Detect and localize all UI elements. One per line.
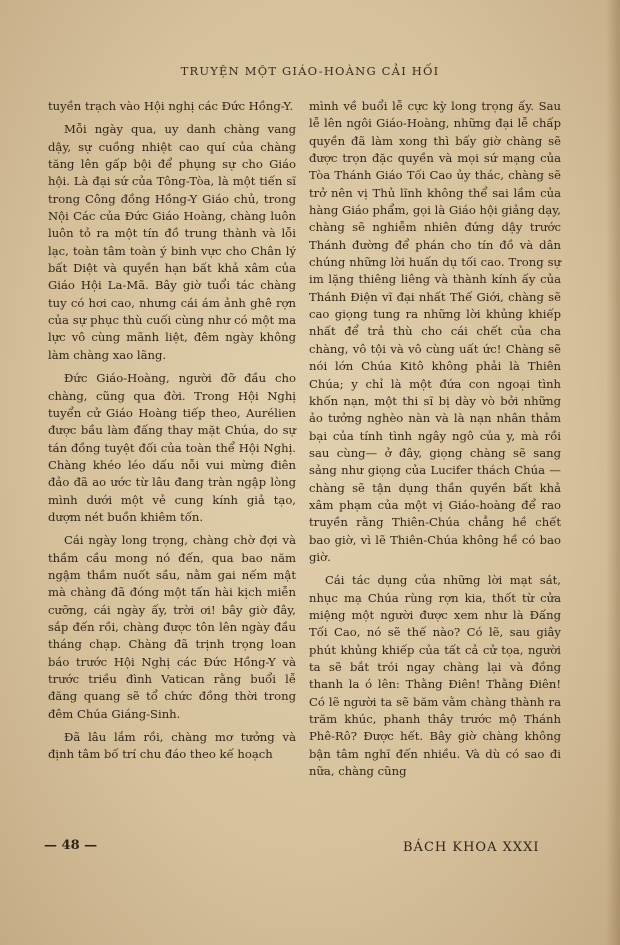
journal-name: BÁCH KHOA XXXI	[403, 840, 540, 855]
right-column	[309, 98, 561, 780]
left-paragraph-2: Mỗi ngày qua, uy danh chàng vang dậy, sự cuồng nhiệt cao quí của chàng tăng lên gấp bội để phụng sự cho Giáo hội. Là đại sứ của Tông-Tòa, là một tiến sĩ trong Công đồng Hồng-Y Giáo chủ, trong Nội Các của Đức Giáo Hoàng, chàng luôn luôn tỏ ra một tín đồ trung thành và lỗi lạc, toàn tâm toàn ý binh vực cho Chân lý bất Diệt và quyền hạn bất khả xâm của Giáo Hội La-Mã. Bây giờ tuổi tác chàng tuy có hơi cao, nhưng cái ám ảnh ghê rợn của sự phục thù cuối cùng như có một ma lực vô cùng mãnh liệt, đêm ngày không làm chàng xao lãng.	[48, 122, 296, 362]
right-paragraph-2: Cái tác dụng của những lời mạt sát, nhục mạ Chúa rùng rợn kia, thốt từ cửa miệng một người được xem như là Đấng Tối Cao, nó sẽ thế nào? Có lẽ, sau giây phút khủng khiếp của tất cả cử tọa, người ta sẽ bắt trói ngay chàng lại và đồng thanh la ó lên: Thằng Điên! Thằng Điên! Có lẽ người ta sẽ băm vằm chàng thành ra trăm khúc, phanh thây trước mộ Thánh Phê-Rô? Được hết. Bây giờ chàng không bận tâm nghĩ đến nhiều. Và dù có sao đi nữa, chàng cũng	[309, 573, 561, 779]
page-edge-shadow	[606, 0, 620, 945]
left-paragraph-5: Đã lâu lắm rồi, chàng mơ tưởng và định tâm bố trí chu đáo theo kế hoạch	[48, 730, 296, 762]
page-number: — 48 —	[44, 838, 98, 853]
running-title: TRUYỆN MỘT GIÁO-HOÀNG CẢI HỐI	[180, 64, 440, 78]
left-paragraph-1: tuyền trạch vào Hội nghị các Đức Hồng-Y.	[48, 99, 294, 113]
right-paragraph-1: mình về buổi lễ cực kỳ long trọng ấy. Sau lễ lên ngôi Giáo-Hoàng, những đại lễ chấp quyền đã làm xong thì bấy giờ chàng sẽ được trọn đặc quyền và mọi sứ mạng của Tòa Thánh Giáo Tối Cao ủy thác, chàng sẽ trở nên vị Thủ lĩnh không thể sai lầm của hàng Giáo phẩm, gọi là Giáo hội giảng dạy, chàng sẽ nghiễm nhiên đứng dậy trước Thánh đường để phán cho tín đồ và dân chúng những lời huấn dụ tối cao. Trong sự im lặng thiêng liêng và thành kính ấy của Thánh Điện vĩ đại nhất Thế Giới, chàng sẽ cao giọng tung ra những lời khủng khiếp nhất để trả thù cho cái chết của cha chàng, vô tội và vô cùng uất ức! Chàng sẽ nói lớn Chúa Kitô không phải là Thiên Chúa; y chỉ là một đứa con ngoại tình khốn nạn, một thi sĩ bị dày vò bởi những ảo tưởng nghèo nàn và là nạn nhân thảm bại của tính tình ngây ngô của y, mà rồi sau cùng— ở đây, giọng chàng sẽ sang sảng như giọng của Lucifer thách Chúa — chàng sẽ tận dụng thần quyền bất khả xâm phạm của một vị Giáo-hoàng để rao truyền rằng Thiên-Chúa chẳng hề chết bao giờ, vì lẽ Thiên-Chúa không hề có bao giờ.	[309, 99, 561, 564]
left-paragraph-3: Đức Giáo-Hoàng, người đỡ đầu cho chàng, cũng qua đời. Trong Hội Nghị tuyển cử Giáo Hoàng tiếp theo, Aurélien được bầu làm đấng thay mặt Chúa, do sự tán đồng tuyệt đối của toàn thể Hội Nghị. Chàng khéo léo dấu nỗi vui mừng điên đảo đã ao ước từ lâu đang tràn ngập lòng mình dưới một vẻ cung kính giả tạo, dượm nét buồn khiêm tốn.	[48, 371, 296, 524]
left-paragraph-4: Cái ngày long trọng, chàng chờ đợi và thầm cầu mong nó đến, qua bao năm ngậm thầm nuốt sầu, nằm gai nếm mật mà chàng đã đóng một tấn hài kịch miễn cưỡng, cái ngày ấy, trời ơi! bây giờ đây, sắp đến rồi, chàng được tôn lên ngày đầu tháng chạp. Chàng đã trịnh trọng loan báo trước Hội Nghị các Đức Hồng-Y và trước triều đình Vatican rằng buổi lễ đăng quang sẽ tổ chức đồng thời trong đêm Chúa Giáng-Sinh.	[48, 533, 296, 721]
left-column	[48, 98, 296, 764]
